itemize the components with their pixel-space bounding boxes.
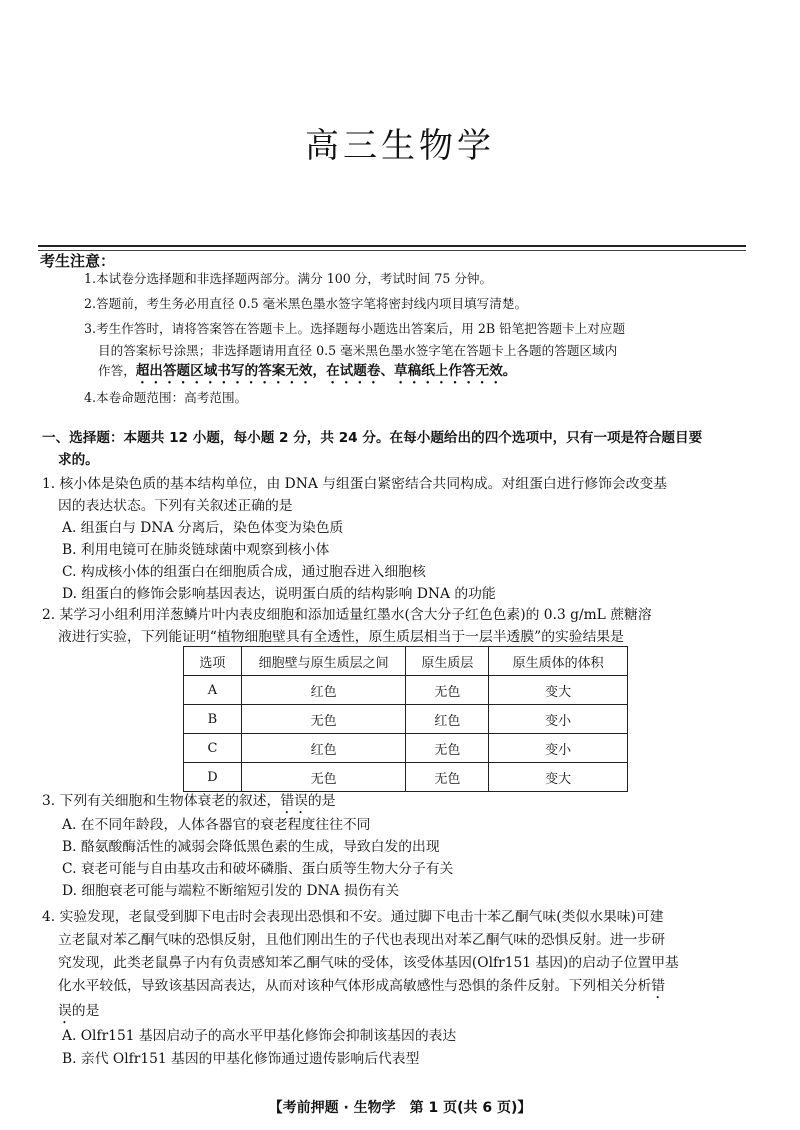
- table-row: [184, 676, 628, 705]
- q1-option-b: B. 利用电镜可在肺炎链球菌中观察到核小体: [62, 542, 330, 558]
- table-cell: D: [184, 763, 242, 792]
- table-cell: 无色: [406, 676, 489, 705]
- table-cell: A: [184, 676, 242, 705]
- table-row: [184, 763, 628, 792]
- q4-stem-cont-1: 立老鼠对苯乙酮气味的恐惧反射，且他们刚出生的子代也表现出对苯乙酮气味的恐惧反射。进一步研: [58, 932, 666, 948]
- notice-item-3-cont: 目的答案标号涂黑；非选择题请用直径 0.5 毫米黑色墨水签字笔在答题卡上各题的答题区域内: [98, 343, 618, 358]
- q4-stem: 4. 实验发现，老鼠受到脚下电击时会表现出恐惧和不安。通过脚下电击十苯乙酮气味(类似水果味)可建: [42, 909, 664, 925]
- table-cell: 变小: [489, 734, 628, 763]
- q1-option-a: A. 组蛋白与 DNA 分离后，染色体变为染色质: [62, 520, 344, 536]
- table-cell: 变大: [489, 763, 628, 792]
- table-cell: 变小: [489, 705, 628, 734]
- q3-option-b: B. 酪氨酸酶活性的减弱会降低黑色素的生成，导致白发的出现: [62, 839, 440, 855]
- q3-option-a: A. 在不同年龄段，人体各器官的衰老程度往往不同: [62, 817, 371, 833]
- section-heading: 一、选择题：本题共 12 小题，每小题 2 分，共 24 分。在每小题给出的四个选项中，只有一项是符合题目要: [42, 430, 703, 446]
- q3-stem: [42, 790, 336, 817]
- table-cell: 红色: [241, 676, 406, 705]
- notice-item-3-prefix: 作答，: [98, 363, 136, 378]
- notice-item-2: 2.答题前，考生务必用直径 0.5 毫米黑色墨水签字笔将密封线内项目填写清楚。: [84, 296, 528, 311]
- notice-heading: 考生注意：: [40, 252, 116, 270]
- header-rule-thin: [38, 250, 746, 251]
- table-header: 原生质层: [406, 647, 489, 676]
- q4-stem-cont-3: [58, 975, 665, 1002]
- q4-option-b: B. 亲代 Olfr151 基因的甲基化修饰通过遗传影响后代表型: [62, 1051, 420, 1067]
- q3-stem-a: 3. 下列有关细胞和生物体衰老的叙述，: [42, 793, 281, 809]
- q4-option-a: A. Olfr151 基因启动子的高水平甲基化修饰会抑制该基因的表达: [62, 1028, 457, 1044]
- q4-stem-cont-3-text: 化水平较低，导致该基因高表达，从而对该种气体形成高敏感性与恐惧的条件反射。下列相关分析: [58, 978, 652, 994]
- table-cell: 无色: [406, 763, 489, 792]
- table-header: 原生质体的体积: [489, 647, 628, 676]
- table-cell: 无色: [241, 763, 406, 792]
- header-rule-thick: [38, 245, 746, 247]
- q2-table: [183, 646, 628, 792]
- q4-stem-emphasis-a: 错: [651, 978, 666, 994]
- table-header: 选项: [184, 647, 242, 676]
- notice-item-3: 3.考生作答时，请将答案答在答题卡上。选择题每小题选出答案后，用 2B 铅笔把答题卡上对应题: [84, 321, 626, 336]
- table-cell: C: [184, 734, 242, 763]
- table-row: [184, 705, 628, 734]
- table-cell: 红色: [406, 705, 489, 734]
- table-cell: B: [184, 705, 242, 734]
- page-title: 高三生物学: [305, 126, 495, 166]
- table-header: 细胞壁与原生质层之间: [241, 647, 406, 676]
- q4-stem-emphasis-b: 误: [58, 1003, 72, 1019]
- q1-option-d: D. 组蛋白的修饰会影响基因表达，说明蛋白质的结构影响 DNA 的功能: [62, 586, 496, 602]
- notice-item-1: 1.本试卷分选择题和非选择题两部分。满分 100 分，考试时间 75 分钟。: [84, 271, 493, 286]
- q1-stem: 1. 核小体是染色质的基本结构单位，由 DNA 与组蛋白紧密结合共同构成。对组蛋白进行修饰会改变基: [42, 476, 668, 492]
- section-heading-cont: 求的。: [58, 452, 99, 468]
- q4-stem-cont-2: 究发现，此类老鼠鼻子内有负责感知苯乙酮气味的受体，该受体基因(Olfr151 基因)的启动子位置甲基: [58, 955, 679, 971]
- q1-option-c: C. 构成核小体的组蛋白在细胞质合成，通过胞吞进入细胞核: [62, 564, 426, 580]
- table-cell: 无色: [241, 705, 406, 734]
- q2-stem: 2. 某学习小组利用洋葱鳞片叶内表皮细胞和添加适量红墨水(含大分子红色色素)的 0.3 g/mL 蔗糖溶: [42, 607, 652, 623]
- table-cell: 红色: [241, 734, 406, 763]
- notice-item-4: 4.本卷命题范围：高考范围。: [84, 390, 248, 405]
- table-header-row: [184, 647, 628, 676]
- notice-emphasis: 超出答题区域书写的答案无效，在试题卷、草稿纸上作答无效。: [135, 363, 517, 379]
- q3-stem-c: 的是: [307, 793, 336, 809]
- q4-stem-end: [58, 1000, 99, 1027]
- page-footer: 【考前押题 · 生物学 第 1 页(共 6 页)】: [268, 1100, 532, 1116]
- table-cell: 无色: [406, 734, 489, 763]
- q3-option-c: C. 衰老可能与自由基攻击和破坏磷脂、蛋白质等生物大分子有关: [62, 861, 454, 877]
- q2-stem-cont: 液进行实验，下列能证明“植物细胞壁具有全透性，原生质层相当于一层半透膜”的实验结果是: [58, 629, 624, 645]
- q3-option-d: D. 细胞衰老可能与端粒不断缩短引发的 DNA 损伤有关: [62, 883, 400, 899]
- q4-stem-end-text: 的是: [71, 1003, 100, 1019]
- q1-stem-cont: 因的表达状态。下列有关叙述正确的是: [58, 498, 293, 514]
- q3-stem-emphasis: 错误: [280, 793, 308, 809]
- table-row: [184, 734, 628, 763]
- table-cell: 变大: [489, 676, 628, 705]
- notice-item-3-end: [98, 360, 516, 387]
